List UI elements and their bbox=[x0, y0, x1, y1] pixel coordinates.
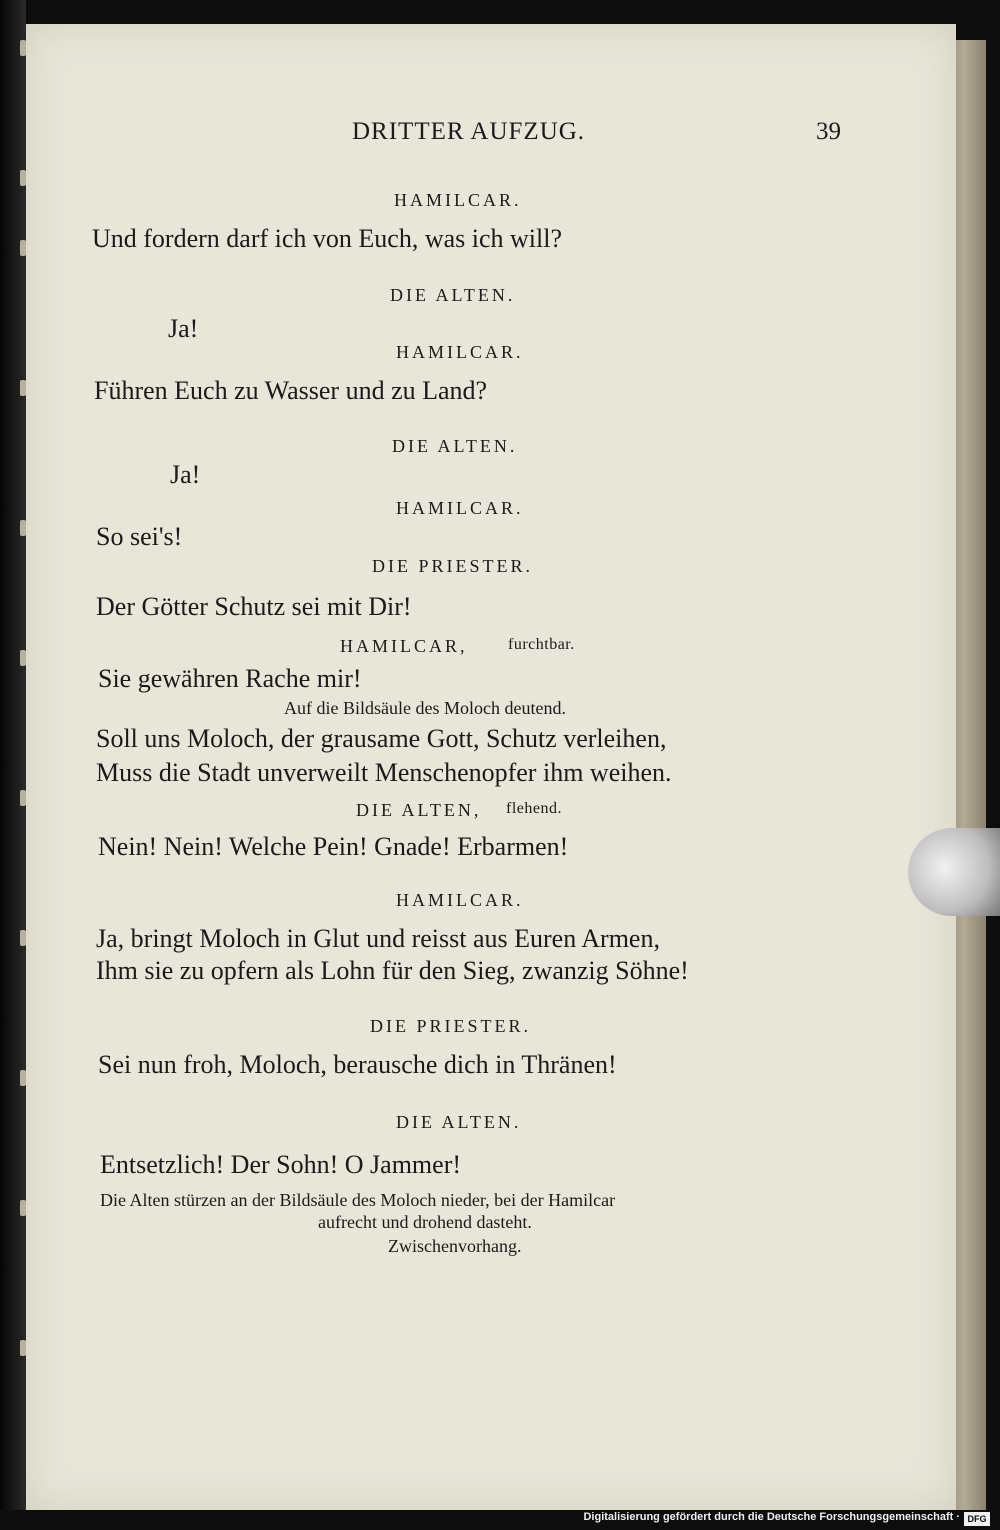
verse-line: Der Götter Schutz sei mit Dir! bbox=[96, 592, 412, 621]
stage-direction: Zwischenvorhang. bbox=[388, 1236, 522, 1256]
speaker-label: DIE ALTEN, bbox=[356, 800, 482, 820]
page-clip-tab bbox=[908, 828, 1000, 916]
verse-line: Und fordern darf ich von Euch, was ich will? bbox=[92, 224, 563, 253]
binding-stitch bbox=[20, 240, 26, 256]
dfg-logo: DFG bbox=[964, 1512, 990, 1526]
verse-line: So sei's! bbox=[96, 522, 183, 551]
binding-stitch bbox=[20, 1340, 26, 1356]
speaker-label: DIE PRIESTER. bbox=[372, 556, 534, 576]
binding-stitch bbox=[20, 520, 26, 536]
binding-stitch bbox=[20, 930, 26, 946]
stage-direction: flehend. bbox=[506, 800, 562, 817]
verse-line: Soll uns Moloch, der grausame Gott, Schutz verleihen, bbox=[96, 724, 667, 753]
verse-line: Ja, bringt Moloch in Glut und reisst aus Euren Armen, bbox=[96, 924, 660, 953]
speaker-label: DIE PRIESTER. bbox=[370, 1016, 532, 1036]
verse-line: Ihm sie zu opfern als Lohn für den Sieg, zwanzig Söhne! bbox=[96, 956, 689, 985]
speaker-label: DIE ALTEN. bbox=[392, 436, 518, 456]
binding-stitch bbox=[20, 650, 26, 666]
page-number: 39 bbox=[816, 118, 841, 145]
digitization-credit: Digitalisierung gefördert durch die Deutsche Forschungsgemeinschaft · bbox=[583, 1511, 960, 1523]
verse-line: Muss die Stadt unverweilt Menschenopfer ihm weihen. bbox=[96, 758, 672, 787]
running-title: DRITTER AUFZUG. bbox=[352, 118, 586, 145]
speaker-label: DIE ALTEN. bbox=[396, 1112, 522, 1132]
verse-line: Entsetzlich! Der Sohn! O Jammer! bbox=[100, 1150, 462, 1179]
speaker-label: DIE ALTEN. bbox=[390, 285, 516, 305]
binding-stitch bbox=[20, 40, 26, 56]
stage-direction: Die Alten stürzen an der Bildsäule des Moloch nieder, bei der Hamilcar bbox=[100, 1190, 616, 1210]
speaker-label: HAMILCAR. bbox=[394, 190, 522, 210]
speaker-label: HAMILCAR. bbox=[396, 498, 524, 518]
speaker-label: HAMILCAR. bbox=[396, 342, 524, 362]
stage-direction: furchtbar. bbox=[508, 636, 575, 653]
binding-stitch bbox=[20, 1070, 26, 1086]
binding-stitch bbox=[20, 790, 26, 806]
binding-stitch bbox=[20, 170, 26, 186]
speaker-label: HAMILCAR, bbox=[340, 636, 468, 656]
verse-line: Ja! bbox=[168, 314, 199, 343]
verse-line: Führen Euch zu Wasser und zu Land? bbox=[94, 376, 488, 405]
verse-line: Sie gewähren Rache mir! bbox=[98, 664, 362, 693]
verse-line: Ja! bbox=[170, 460, 201, 489]
verse-line: Nein! Nein! Welche Pein! Gnade! Erbarmen! bbox=[98, 832, 569, 861]
binding-gutter bbox=[0, 0, 26, 1510]
binding-stitch bbox=[20, 1200, 26, 1216]
speaker-label: HAMILCAR. bbox=[396, 890, 524, 910]
verse-line: Sei nun froh, Moloch, berausche dich in Thränen! bbox=[98, 1050, 617, 1079]
stage-direction: aufrecht und drohend dasteht. bbox=[318, 1212, 532, 1232]
stage-direction: Auf die Bildsäule des Moloch deutend. bbox=[284, 698, 566, 718]
binding-stitch bbox=[20, 380, 26, 396]
